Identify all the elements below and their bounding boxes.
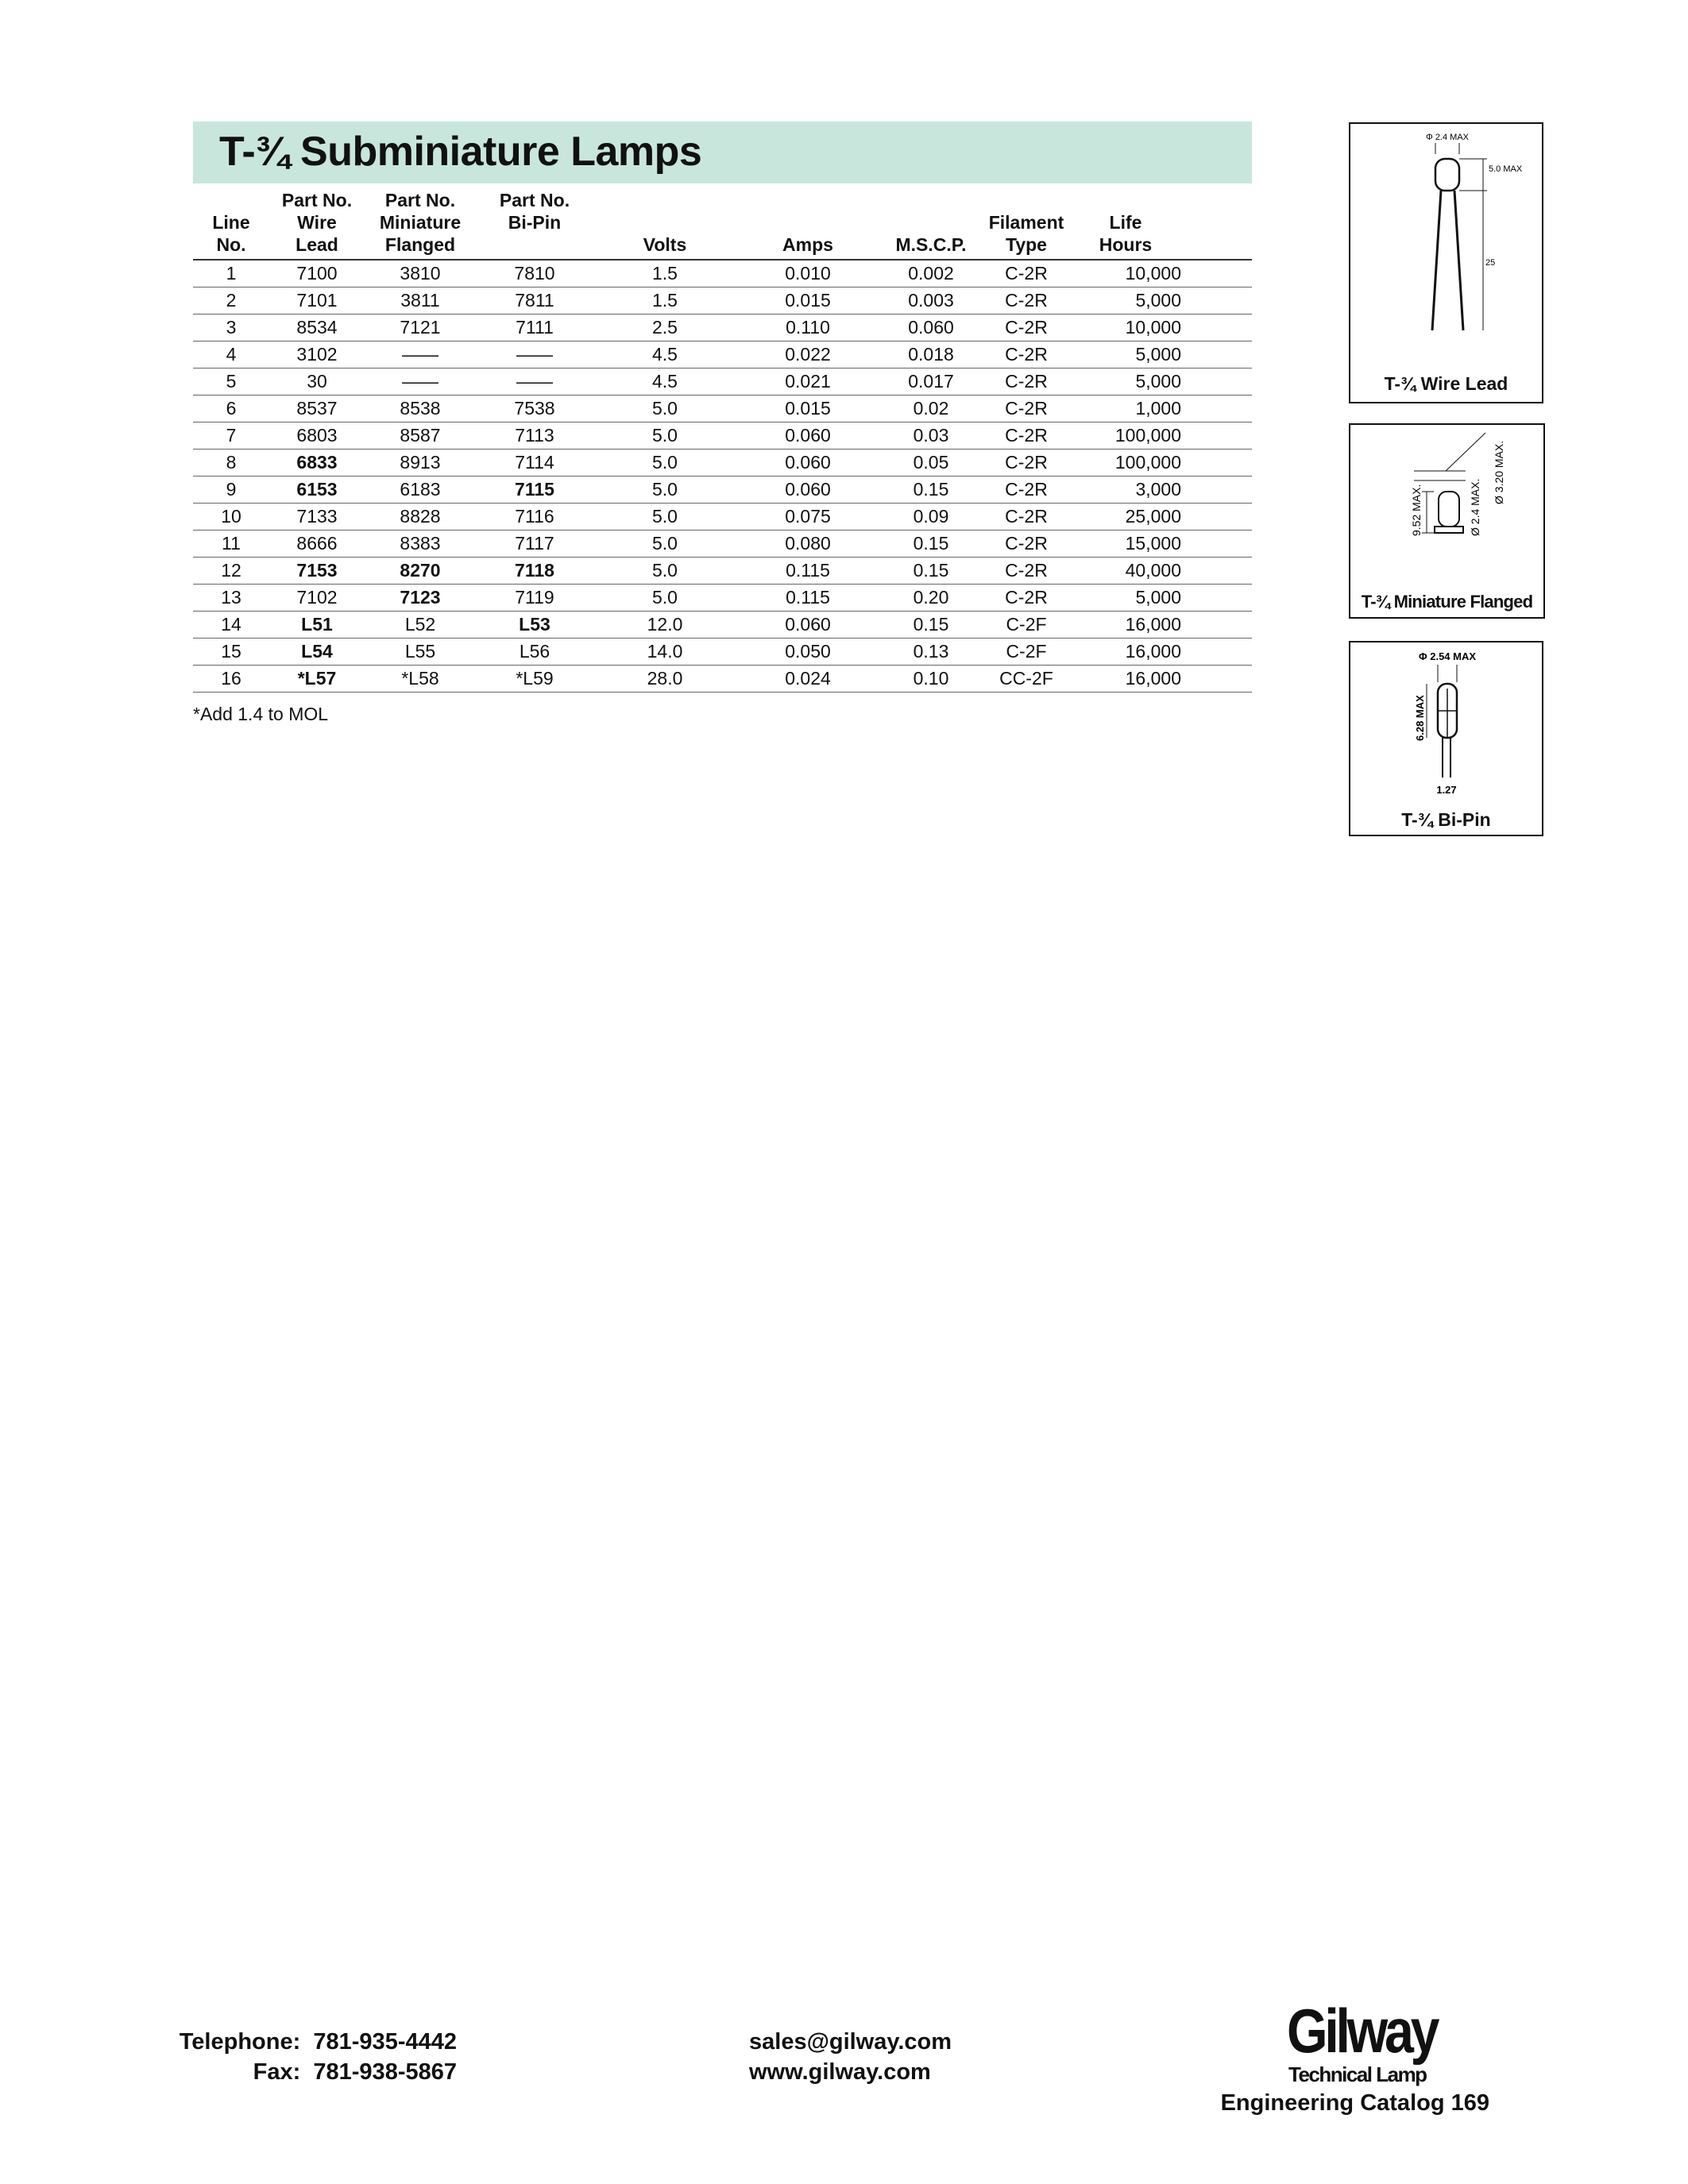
cell-line-no: 6	[193, 396, 269, 423]
cell-spacer	[1181, 612, 1252, 639]
table-row	[193, 639, 1252, 666]
cell-amps: 0.060	[736, 477, 879, 504]
cell-miniature-flanged: 6183	[365, 477, 476, 504]
cell-volts: 2.5	[593, 314, 736, 341]
cell-miniature-flanged: 7121	[365, 314, 476, 341]
title-band	[193, 122, 1252, 183]
cell-miniature-flanged: 8383	[365, 531, 476, 558]
flanged-caption: T-¾ Miniature Flanged	[1361, 592, 1533, 612]
telephone-label: Telephone:	[179, 2029, 301, 2055]
cell-bi-pin: 7111	[476, 314, 593, 341]
cell-line-no: 7	[193, 423, 269, 450]
cell-filament-type: C-2R	[983, 585, 1070, 612]
cell-spacer	[1181, 260, 1252, 287]
wire-lead-length-label: 5.0 MAX	[1489, 164, 1523, 174]
website-link[interactable]: www.gilway.com	[749, 2059, 931, 2085]
cell-bi-pin: 7810	[476, 260, 593, 287]
header-line: Flanged	[384, 234, 456, 255]
cell-life-hours: 1,000	[1070, 396, 1181, 423]
cell-spacer	[1181, 639, 1252, 666]
lamp-table	[193, 189, 1252, 693]
cell-wire-lead: 6153	[269, 477, 365, 504]
cell-bi-pin: 7114	[476, 450, 593, 477]
cell-miniature-flanged: 8270	[365, 558, 476, 585]
header-line	[736, 211, 879, 233]
header-miniature-flanged	[365, 189, 476, 260]
cell-amps: 0.080	[736, 531, 879, 558]
cell-miniature-flanged: L55	[365, 639, 476, 666]
footer-contact-phone	[119, 2027, 457, 2087]
cell-life-hours: 10,000	[1070, 314, 1181, 341]
cell-wire-lead: 3102	[269, 341, 365, 369]
header-line: Part No.	[499, 190, 570, 210]
cell-volts: 4.5	[593, 369, 736, 396]
cell-spacer	[1181, 341, 1252, 369]
header-line	[736, 189, 879, 211]
cell-volts: 1.5	[593, 260, 736, 287]
header-line: Part No.	[384, 190, 456, 210]
header-line: Lead	[295, 234, 338, 255]
bi-pin-spacing-label: 1.27	[1436, 784, 1457, 796]
header-line	[983, 189, 1070, 211]
table-row	[193, 666, 1252, 693]
cell-wire-lead: L54	[269, 639, 365, 666]
cell-wire-lead: 7101	[269, 287, 365, 314]
cell-amps: 0.060	[736, 423, 879, 450]
cell-filament-type: C-2R	[983, 260, 1070, 287]
table-body	[193, 260, 1252, 693]
cell-spacer	[1181, 423, 1252, 450]
cell-mscp: 0.13	[879, 639, 983, 666]
cell-filament-type: C-2R	[983, 477, 1070, 504]
cell-spacer	[1181, 287, 1252, 314]
cell-bi-pin: ——	[476, 341, 593, 369]
cell-amps: 0.015	[736, 396, 879, 423]
bi-pin-lamp-icon	[1350, 642, 1542, 835]
cell-bi-pin: 7116	[476, 504, 593, 531]
bi-pin-caption: T-¾ Bi-Pin	[1401, 809, 1491, 830]
cell-volts: 5.0	[593, 585, 736, 612]
wire-lead-diameter-label: Φ 2.4 MAX	[1425, 133, 1470, 142]
header-filament-type	[983, 189, 1070, 260]
header-line	[593, 211, 736, 233]
cell-volts: 5.0	[593, 423, 736, 450]
cell-mscp: 0.02	[879, 396, 983, 423]
cell-amps: 0.022	[736, 341, 879, 369]
cell-filament-type: C-2R	[983, 369, 1070, 396]
cell-mscp: 0.15	[879, 531, 983, 558]
diagram-bi-pin	[1349, 641, 1543, 836]
bi-pin-diameter-label: Φ 2.54 MAX	[1418, 650, 1477, 662]
cell-line-no: 9	[193, 477, 269, 504]
cell-line-no: 8	[193, 450, 269, 477]
cell-amps: 0.060	[736, 450, 879, 477]
cell-amps: 0.115	[736, 585, 879, 612]
header-line: Bi-Pin	[508, 212, 562, 233]
header-line: M.S.C.P.	[895, 234, 967, 255]
cell-amps: 0.060	[736, 612, 879, 639]
flanged-lamp-icon	[1350, 425, 1543, 617]
cell-bi-pin: 7118	[476, 558, 593, 585]
flanged-length-label: 9.52 MAX.	[1410, 484, 1423, 536]
cell-volts: 5.0	[593, 558, 736, 585]
table-row	[193, 369, 1252, 396]
header-line	[476, 233, 593, 256]
gilway-logo-tagline: Technical Lamp	[1288, 2062, 1427, 2086]
cell-spacer	[1181, 450, 1252, 477]
table-row	[193, 612, 1252, 639]
cell-mscp: 0.09	[879, 504, 983, 531]
table-row	[193, 531, 1252, 558]
cell-miniature-flanged: 8828	[365, 504, 476, 531]
cell-spacer	[1181, 531, 1252, 558]
cell-life-hours: 100,000	[1070, 423, 1181, 450]
table-row	[193, 504, 1252, 531]
cell-volts: 5.0	[593, 531, 736, 558]
header-line-no	[193, 189, 269, 260]
header-line: No.	[216, 234, 246, 255]
cell-filament-type: C-2R	[983, 396, 1070, 423]
cell-volts: 12.0	[593, 612, 736, 639]
cell-life-hours: 5,000	[1070, 585, 1181, 612]
table-row	[193, 477, 1252, 504]
wire-lead-lead-label: 25	[1485, 258, 1496, 268]
cell-spacer	[1181, 585, 1252, 612]
cell-life-hours: 40,000	[1070, 558, 1181, 585]
cell-wire-lead: 7102	[269, 585, 365, 612]
cell-line-no: 11	[193, 531, 269, 558]
cell-amps: 0.110	[736, 314, 879, 341]
cell-amps: 0.010	[736, 260, 879, 287]
header-life-hours	[1070, 189, 1181, 260]
cell-miniature-flanged: 8913	[365, 450, 476, 477]
table-row	[193, 558, 1252, 585]
wire-lead-caption: T-¾ Wire Lead	[1384, 373, 1508, 394]
cell-spacer	[1181, 477, 1252, 504]
cell-mscp: 0.060	[879, 314, 983, 341]
header-mscp	[879, 189, 983, 260]
cell-life-hours: 5,000	[1070, 287, 1181, 314]
cell-filament-type: C-2R	[983, 287, 1070, 314]
header-line	[193, 189, 269, 211]
cell-bi-pin: 7811	[476, 287, 593, 314]
header-volts	[593, 189, 736, 260]
cell-mscp: 0.10	[879, 666, 983, 693]
cell-bi-pin: 7119	[476, 585, 593, 612]
cell-life-hours: 10,000	[1070, 260, 1181, 287]
cell-wire-lead: 7100	[269, 260, 365, 287]
table-row	[193, 423, 1252, 450]
cell-filament-type: C-2F	[983, 639, 1070, 666]
cell-filament-type: C-2R	[983, 450, 1070, 477]
table-row	[193, 287, 1252, 314]
page-title: T-¾ Subminiature Lamps	[219, 129, 702, 175]
header-line: Life	[1109, 212, 1142, 233]
cell-spacer	[1181, 314, 1252, 341]
cell-wire-lead: 30	[269, 369, 365, 396]
cell-life-hours: 25,000	[1070, 504, 1181, 531]
cell-spacer	[1181, 369, 1252, 396]
header-line: Filament	[988, 212, 1064, 233]
cell-mscp: 0.15	[879, 477, 983, 504]
catalog-label: Engineering Catalog 169	[1220, 2090, 1489, 2116]
cell-volts: 1.5	[593, 287, 736, 314]
table-row	[193, 396, 1252, 423]
cell-filament-type: C-2R	[983, 341, 1070, 369]
cell-miniature-flanged: 3810	[365, 260, 476, 287]
cell-life-hours: 16,000	[1070, 639, 1181, 666]
cell-wire-lead: 6803	[269, 423, 365, 450]
cell-mscp: 0.017	[879, 369, 983, 396]
cell-life-hours: 5,000	[1070, 369, 1181, 396]
cell-life-hours: 100,000	[1070, 450, 1181, 477]
bi-pin-length-label: 6.28 MAX	[1414, 695, 1426, 741]
cell-line-no: 14	[193, 612, 269, 639]
cell-filament-type: C-2R	[983, 504, 1070, 531]
table-row	[193, 314, 1252, 341]
header-line	[879, 189, 983, 211]
cell-amps: 0.015	[736, 287, 879, 314]
table-row	[193, 341, 1252, 369]
cell-life-hours: 16,000	[1070, 612, 1181, 639]
cell-volts: 28.0	[593, 666, 736, 693]
cell-bi-pin: 7538	[476, 396, 593, 423]
header-wire-lead	[269, 189, 365, 260]
cell-bi-pin: L53	[476, 612, 593, 639]
cell-mscp: 0.15	[879, 558, 983, 585]
cell-wire-lead: L51	[269, 612, 365, 639]
table-header-row	[193, 189, 1252, 260]
cell-spacer	[1181, 396, 1252, 423]
cell-filament-type: C-2R	[983, 314, 1070, 341]
cell-life-hours: 16,000	[1070, 666, 1181, 693]
cell-line-no: 4	[193, 341, 269, 369]
cell-filament-type: C-2R	[983, 423, 1070, 450]
telephone-number: 781-935-4442	[313, 2029, 457, 2055]
cell-bi-pin: *L59	[476, 666, 593, 693]
table-row	[193, 450, 1252, 477]
header-line	[593, 189, 736, 211]
cell-amps: 0.024	[736, 666, 879, 693]
cell-amps: 0.075	[736, 504, 879, 531]
header-bi-pin	[476, 189, 593, 260]
cell-line-no: 2	[193, 287, 269, 314]
footnote: *Add 1.4 to MOL	[193, 704, 329, 724]
cell-miniature-flanged: ——	[365, 369, 476, 396]
cell-line-no: 3	[193, 314, 269, 341]
table-row	[193, 585, 1252, 612]
header-line: Line	[212, 212, 250, 233]
gilway-logo: Gilway	[1287, 1996, 1437, 2066]
diagram-miniature-flanged	[1349, 423, 1545, 619]
header-line	[1070, 189, 1181, 211]
cell-mscp: 0.002	[879, 260, 983, 287]
diagram-wire-lead	[1349, 122, 1543, 403]
cell-spacer	[1181, 558, 1252, 585]
cell-spacer	[1181, 504, 1252, 531]
header-line: Miniature	[379, 212, 462, 233]
wire-lead-lamp-icon	[1350, 124, 1542, 402]
header-line: Hours	[1099, 234, 1153, 255]
cell-amps: 0.021	[736, 369, 879, 396]
cell-mscp: 0.003	[879, 287, 983, 314]
fax-label: Fax:	[253, 2059, 301, 2085]
cell-bi-pin: ——	[476, 369, 593, 396]
header-line: Amps	[782, 234, 833, 255]
cell-mscp: 0.20	[879, 585, 983, 612]
cell-mscp: 0.018	[879, 341, 983, 369]
cell-life-hours: 15,000	[1070, 531, 1181, 558]
cell-wire-lead: 8537	[269, 396, 365, 423]
cell-miniature-flanged: ——	[365, 341, 476, 369]
cell-filament-type: C-2R	[983, 531, 1070, 558]
cell-amps: 0.050	[736, 639, 879, 666]
cell-wire-lead: 6833	[269, 450, 365, 477]
cell-miniature-flanged: 8587	[365, 423, 476, 450]
cell-miniature-flanged: *L58	[365, 666, 476, 693]
cell-volts: 4.5	[593, 341, 736, 369]
cell-wire-lead: 7133	[269, 504, 365, 531]
cell-line-no: 12	[193, 558, 269, 585]
cell-line-no: 5	[193, 369, 269, 396]
header-line: Volts	[643, 234, 687, 255]
cell-mscp: 0.15	[879, 612, 983, 639]
cell-wire-lead: 8666	[269, 531, 365, 558]
cell-volts: 5.0	[593, 477, 736, 504]
cell-volts: 14.0	[593, 639, 736, 666]
cell-mscp: 0.05	[879, 450, 983, 477]
cell-amps: 0.115	[736, 558, 879, 585]
cell-mscp: 0.03	[879, 423, 983, 450]
cell-filament-type: C-2R	[983, 558, 1070, 585]
cell-wire-lead: 7153	[269, 558, 365, 585]
header-amps	[736, 189, 879, 260]
header-line: Wire	[297, 212, 337, 233]
cell-filament-type: C-2F	[983, 612, 1070, 639]
cell-miniature-flanged: L52	[365, 612, 476, 639]
cell-miniature-flanged: 3811	[365, 287, 476, 314]
cell-miniature-flanged: 7123	[365, 585, 476, 612]
cell-volts: 5.0	[593, 504, 736, 531]
cell-life-hours: 3,000	[1070, 477, 1181, 504]
cell-line-no: 10	[193, 504, 269, 531]
cell-miniature-flanged: 8538	[365, 396, 476, 423]
header-line	[879, 211, 983, 233]
cell-line-no: 1	[193, 260, 269, 287]
cell-bi-pin: L56	[476, 639, 593, 666]
cell-bi-pin: 7115	[476, 477, 593, 504]
footer-contact-web	[749, 2027, 952, 2087]
cell-bi-pin: 7113	[476, 423, 593, 450]
cell-volts: 5.0	[593, 450, 736, 477]
cell-filament-type: CC-2F	[983, 666, 1070, 693]
email-link[interactable]: sales@gilway.com	[749, 2029, 952, 2055]
cell-line-no: 15	[193, 639, 269, 666]
cell-line-no: 13	[193, 585, 269, 612]
header-line: Part No.	[281, 190, 353, 210]
cell-bi-pin: 7117	[476, 531, 593, 558]
cell-spacer	[1181, 666, 1252, 693]
fax-number: 781-938-5867	[313, 2059, 457, 2085]
cell-volts: 5.0	[593, 396, 736, 423]
header-line: Type	[1006, 234, 1047, 255]
cell-wire-lead: *L57	[269, 666, 365, 693]
flanged-flange-label: Ø 3.20 MAX.	[1493, 440, 1505, 504]
cell-wire-lead: 8534	[269, 314, 365, 341]
flanged-diameter-label: Ø 2.4 MAX.	[1469, 478, 1481, 536]
header-spacer	[1181, 189, 1252, 260]
cell-life-hours: 5,000	[1070, 341, 1181, 369]
table-row	[193, 260, 1252, 287]
cell-line-no: 16	[193, 666, 269, 693]
